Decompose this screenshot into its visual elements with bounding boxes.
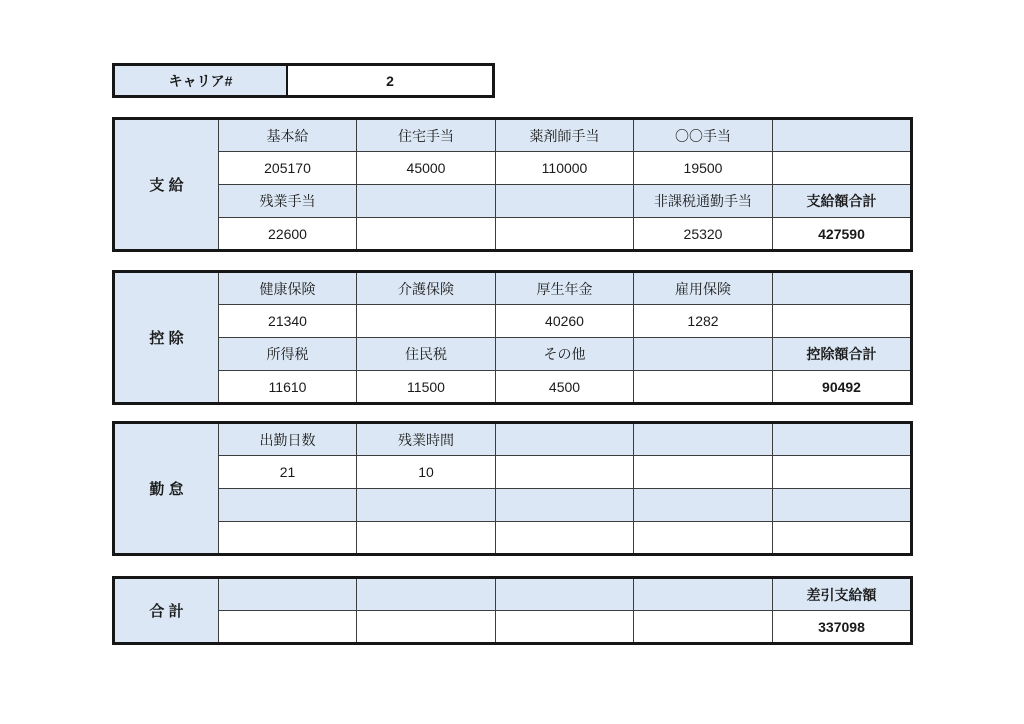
field-label-cell: 雇用保険 [634,272,773,305]
deduction-section-table [112,270,913,405]
empty-cell [773,272,912,305]
empty-cell [496,578,634,611]
field-value-cell: 11610 [219,371,357,404]
career-value-cell: 2 [386,72,394,89]
field-value-cell: 205170 [219,152,357,185]
field-label-cell: 支給額合計 [773,185,912,218]
empty-cell [634,489,773,522]
field-value-cell: 4500 [496,371,634,404]
empty-cell [219,489,357,522]
table-row [114,456,912,489]
field-value-cell: 25320 [634,218,773,251]
empty-cell [496,489,634,522]
field-value-cell: 427590 [773,218,912,251]
field-value-cell: 1282 [634,305,773,338]
field-label-cell: 住宅手当 [357,119,496,152]
table-row [114,578,912,611]
field-label-cell: 基本給 [219,119,357,152]
field-label-cell: 〇〇手当 [634,119,773,152]
section-label: 勤 怠 [114,423,219,555]
empty-cell [496,218,634,251]
empty-cell [634,371,773,404]
empty-cell [773,522,912,555]
table-row [114,611,912,644]
career-label: キャリア# [115,66,288,95]
empty-cell [634,611,773,644]
empty-cell [773,119,912,152]
empty-cell [357,185,496,218]
field-value-cell: 22600 [219,218,357,251]
field-label-cell: 所得税 [219,338,357,371]
section-grid [112,421,913,556]
payment-section-table [112,117,913,252]
field-label-cell: 住民税 [357,338,496,371]
table-row [114,119,912,152]
section-grid [112,576,913,645]
empty-cell [634,338,773,371]
empty-cell [496,522,634,555]
field-label-cell: 非課税通勤手当 [634,185,773,218]
total-section-table [112,576,913,645]
field-label-cell: 差引支給額 [773,578,912,611]
empty-cell [773,456,912,489]
empty-cell [634,456,773,489]
section-grid [112,270,913,405]
empty-cell [496,456,634,489]
field-label-cell: 控除額合計 [773,338,912,371]
empty-cell [219,578,357,611]
table-row [114,218,912,251]
field-label-cell: 厚生年金 [496,272,634,305]
empty-cell [496,611,634,644]
career-number-box [112,63,495,98]
table-row [114,185,912,218]
empty-cell [357,218,496,251]
empty-cell [496,185,634,218]
empty-cell [496,423,634,456]
table-row [114,522,912,555]
field-label-cell: 薬剤師手当 [496,119,634,152]
field-value-cell: 110000 [496,152,634,185]
empty-cell [357,305,496,338]
empty-cell [219,611,357,644]
field-value-cell: 19500 [634,152,773,185]
empty-cell [357,611,496,644]
field-label-cell: 出勤日数 [219,423,357,456]
table-row [114,305,912,338]
empty-cell [219,522,357,555]
field-value-cell: 10 [357,456,496,489]
table-row [114,423,912,456]
field-label-cell: その他 [496,338,634,371]
empty-cell [357,489,496,522]
field-value-cell: 21340 [219,305,357,338]
empty-cell [773,152,912,185]
table-row [114,489,912,522]
table-row [114,152,912,185]
field-value-cell: 90492 [773,371,912,404]
field-value-cell: 337098 [773,611,912,644]
field-label-cell: 残業時間 [357,423,496,456]
section-label: 支 給 [114,119,219,251]
table-row [114,371,912,404]
section-label: 控 除 [114,272,219,404]
empty-cell [357,578,496,611]
table-row [114,272,912,305]
field-label-cell: 残業手当 [219,185,357,218]
attendance-section-table [112,421,913,556]
section-label: 合 計 [114,578,219,644]
field-label-cell: 健康保険 [219,272,357,305]
field-value-cell: 11500 [357,371,496,404]
empty-cell [773,305,912,338]
empty-cell [357,522,496,555]
empty-cell [634,578,773,611]
field-value-cell: 21 [219,456,357,489]
empty-cell [773,489,912,522]
empty-cell [634,522,773,555]
table-row [114,338,912,371]
empty-cell [634,423,773,456]
section-grid [112,117,913,252]
field-label-cell: 介護保険 [357,272,496,305]
field-value-cell: 40260 [496,305,634,338]
field-value-cell: 45000 [357,152,496,185]
empty-cell [773,423,912,456]
